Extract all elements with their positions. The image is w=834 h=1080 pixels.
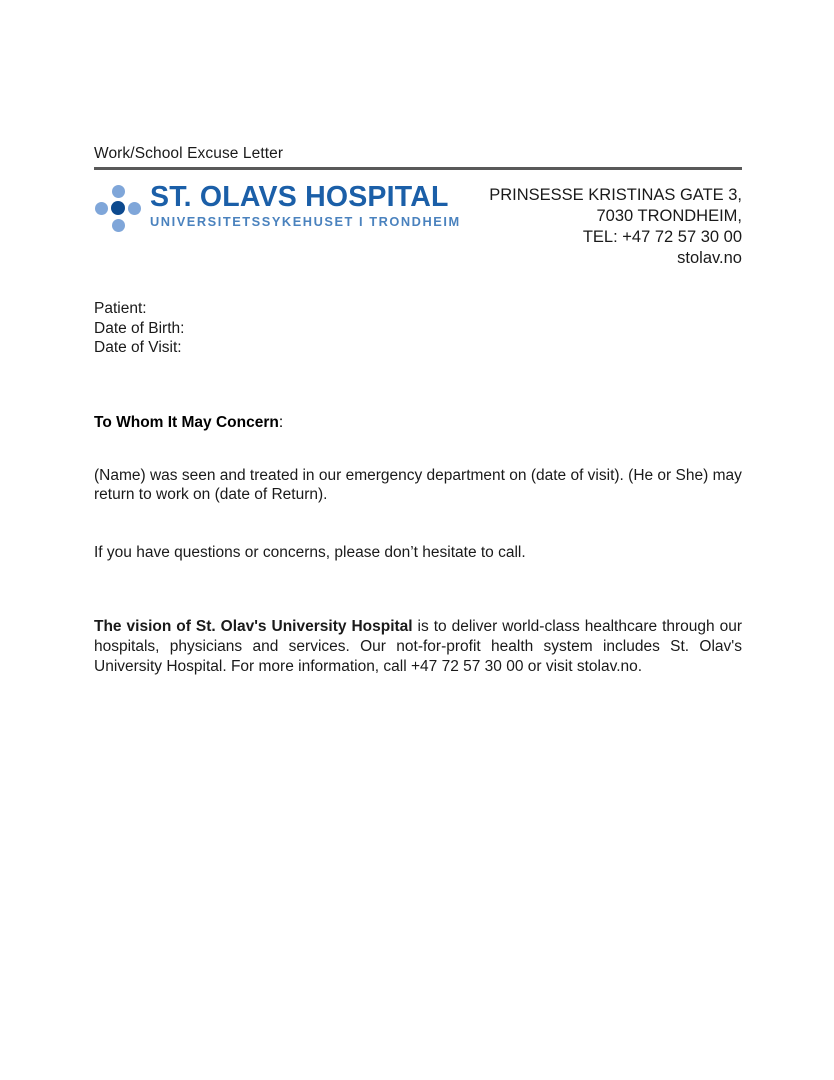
logo-dots-icon <box>94 184 142 232</box>
visit-paragraph: (Name) was seen and treated in our emergency department on (date of visit). (He or She) may return to work on (date of Return). <box>94 466 742 504</box>
logo-dot-left-icon <box>95 202 108 215</box>
vision-body-text: is to deliver world-class healthcare through our hospitals, physicians and services. Our not-for-profit health system includes St. Olav's University Hospital. For more information, call +47 72 57 30 00 or visit stolav.no. <box>94 617 743 675</box>
address-line: PRINSESSE KRISTINAS GATE 3, <box>489 186 742 204</box>
logo-dot-bottom-icon <box>112 219 125 232</box>
logo-dot-top-icon <box>112 185 125 198</box>
patient-info-block <box>94 299 184 358</box>
vision-paragraph <box>94 617 742 677</box>
salutation-text: To Whom It May Concern <box>94 414 279 431</box>
salutation <box>94 413 283 432</box>
page-title: Work/School Excuse Letter <box>94 145 284 162</box>
address-line: TEL: +47 72 57 30 00 <box>582 228 742 246</box>
logo-subtitle: UNIVERSITETSSYKEHUSET I TRONDHEIM <box>150 214 461 229</box>
address-line: stolav.no <box>677 249 742 267</box>
patient-field-label: Patient: <box>94 300 147 317</box>
vision-lead-bold: The vision of St. Olav's University Hospital <box>94 617 413 635</box>
document-header <box>94 144 742 178</box>
salutation-colon: : <box>278 414 284 431</box>
patient-field-label: Date of Visit: <box>94 339 182 357</box>
address-block <box>489 185 742 269</box>
call-paragraph: If you have questions or concerns, please don’t hesitate to call. <box>94 543 526 561</box>
address-line: 7030 TRONDHEIM, <box>596 207 742 225</box>
logo-dot-right-icon <box>128 202 141 215</box>
header-divider <box>94 167 742 170</box>
patient-field-label: Date of Birth: <box>94 319 185 337</box>
logo-wordmark: ST. OLAVS HOSPITAL <box>150 181 449 213</box>
letterhead <box>94 181 742 267</box>
logo-dot-center-icon <box>111 201 125 215</box>
